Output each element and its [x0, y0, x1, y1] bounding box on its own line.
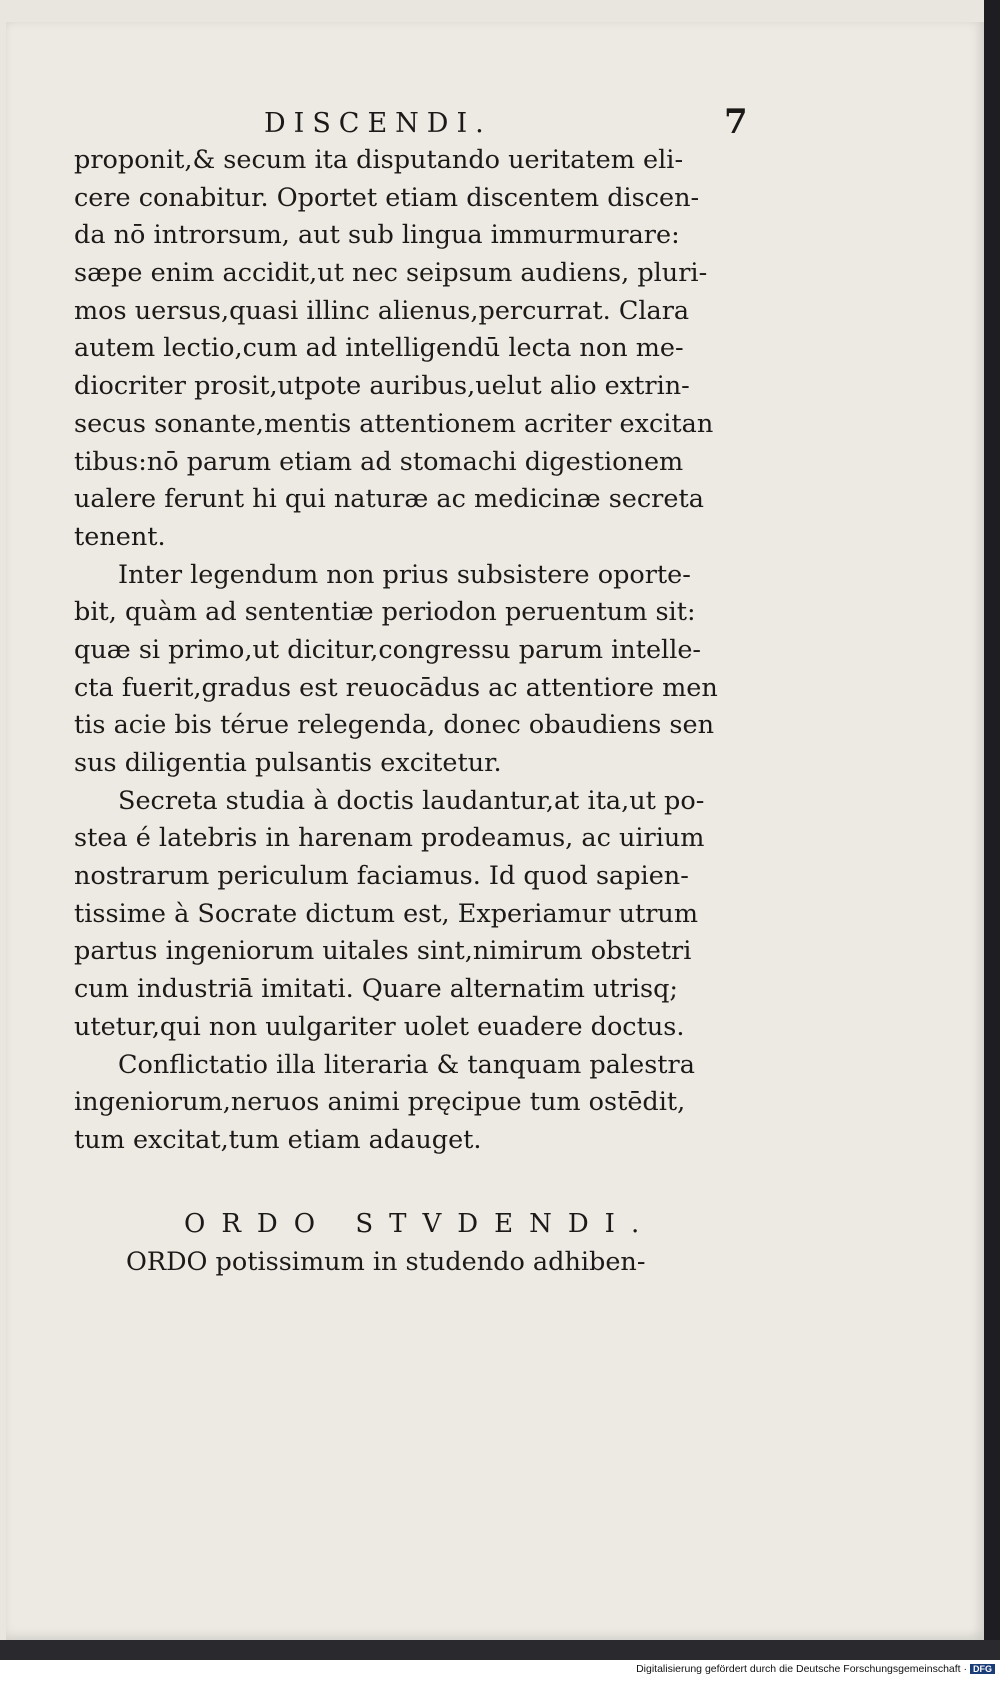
- text-line: sæpe enim accidit,ut nec seipsum audiens, pluri-: [74, 258, 708, 289]
- scan-edge-bottom: [0, 1640, 1000, 1660]
- book-page: [6, 22, 984, 1640]
- paragraph-2: [74, 557, 774, 783]
- text-line: tum excitat,tum etiam adauget.: [74, 1124, 482, 1155]
- text-line: ualere ferunt hi qui naturæ ac medicinæ secreta: [74, 484, 704, 515]
- page-header: [74, 82, 774, 142]
- text-line: quæ si primo,ut dicitur,congressu parum intelle-: [74, 634, 702, 665]
- paragraph-4: [74, 1047, 774, 1160]
- text-line: tis acie bis térue relegenda, donec obaudiens sen: [74, 710, 715, 741]
- text-line: nostrarum periculum faciamus. Id quod sapien-: [74, 861, 689, 892]
- section-first-line: ORDO potissimum in studendo adhiben-: [126, 1246, 646, 1277]
- dfg-logo-icon: DFG: [970, 1664, 995, 1674]
- text-line: Inter legendum non prius subsistere oporte-: [118, 559, 691, 590]
- text-line: stea é latebris in harenam prodeamus, ac uirium: [74, 823, 705, 854]
- text-line: tenent.: [74, 521, 166, 552]
- text-line: bit, quàm ad sententiæ periodon peruentum sit:: [74, 597, 696, 628]
- text-line: utetur,qui non uulgariter uolet euadere doctus.: [74, 1011, 685, 1042]
- paragraph-1: [74, 142, 774, 557]
- footer-text: Digitalisierung gefördert durch die Deutsche Forschungsgemeinschaft ·: [636, 1663, 967, 1675]
- text-line: Secreta studia à doctis laudantur,at ita,ut po-: [118, 785, 705, 816]
- text-line: autem lectio,cum ad intelligendū lecta non me-: [74, 333, 684, 364]
- section-gap: [74, 1160, 774, 1204]
- text-line: tibus:nō parum etiam ad stomachi digestionem: [74, 446, 684, 477]
- text-line: sus diligentia pulsantis excitetur.: [74, 748, 502, 778]
- text-line: ingeniorum,neruos animi pręcipue tum ostēdit,: [74, 1087, 686, 1118]
- section-heading: ORDO STVDENDI.: [184, 1208, 656, 1239]
- text-line: partus ingeniorum uitales sint,nimirum obstetri: [74, 936, 692, 967]
- text-line: proponit,& secum ita disputando ueritatem eli-: [74, 145, 684, 175]
- page-number: 7: [724, 102, 748, 142]
- text-line: cere conabitur. Oportet etiam discentem discen-: [74, 182, 700, 213]
- scan-edge-right: [984, 0, 1000, 1660]
- text-line: Conflictatio illa literaria & tanquam palestra: [118, 1049, 695, 1080]
- text-line: cta fuerit,gradus est reuocādus ac attentiore men: [74, 672, 718, 703]
- paragraph-3: [74, 783, 774, 1047]
- text-block: [74, 82, 774, 1281]
- text-line: mos uersus,quasi illinc alienus,percurrat. Clara: [74, 295, 690, 326]
- text-line: secus sonante,mentis attentionem acriter excitan: [74, 408, 714, 439]
- text-line: diocriter prosit,utpote auribus,uelut alio extrin-: [74, 371, 690, 402]
- digitization-footer: [590, 1663, 995, 1679]
- text-line: cum industriā imitati. Quare alternatim utrisq;: [74, 974, 678, 1005]
- text-line: tissime à Socrate dictum est, Experiamur utrum: [74, 898, 699, 929]
- text-line: da nō introrsum, aut sub lingua immurmurare:: [74, 220, 680, 251]
- running-head: DISCENDI.: [264, 108, 492, 139]
